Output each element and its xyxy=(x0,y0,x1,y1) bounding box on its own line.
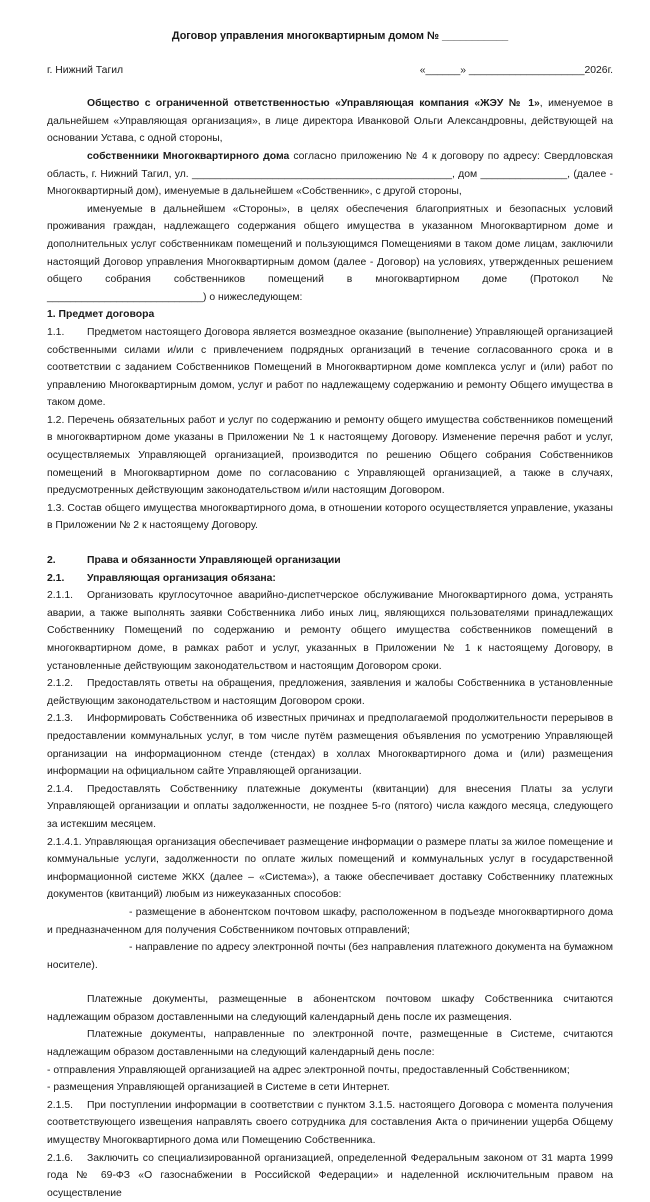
clause-number: 2.1.6. xyxy=(47,1152,73,1164)
org-description: , именуемое в дальнейшем «Управляющая организация», в лице директора Иванковой Ольги Александровны, действующей на основании Устава, с одной стороны, xyxy=(47,98,613,145)
section2-number: 2. xyxy=(47,555,56,567)
payment-docs-email: Платежные документы, направленные по электронной почте, размещенные в Системе, считаются надлежащим образом доставленными на следующий календарный день после: xyxy=(47,1029,613,1059)
clause-number: 2.1.3. xyxy=(47,713,73,725)
email-condition-1: - отправления Управляющей организацией на адрес электронной почты, предоставленный Собственником; xyxy=(47,1064,570,1076)
preamble-owners xyxy=(47,148,613,201)
clause-text: Организовать круглосуточное аварийно-диспетчерское обслуживание Многоквартирного дома, устранять аварии, а также выполнять заявки Собственника либо иных лиц, являющихся пользователями принадлежащих Собственнику Помещений по содержанию и ремонту общего имущества собственников помещений в многоквартирном доме, в рамках работ и услуг, указанных в Приложении № 1 к настоящему Договору, в установленные действующим законодательством и настоящим Договором сроки. xyxy=(47,590,613,672)
preamble-parties: именуемые в дальнейшем «Стороны», в целях обеспечения благоприятных и безопасных условий проживания граждан, надлежащего содержания общего имущества в указанном Многоквартирном доме и дополнительных услуг собственникам помещений и пользующимся Помещениями в таком доме лицам, заключили настоящий Договор управления Многоквартирным домом (далее - Договор) на условиях, утвержденных решением общего собрания собственников помещений в многоквартирном доме (Протокол № ___________________________) о нижеследующем: xyxy=(47,203,613,303)
clause-1-1 xyxy=(47,324,613,412)
clause-text: Предоставлять ответы на обращения, предложения, заявления и жалобы Собственника в установленные действующим законодательством и настоящим Договором сроки. xyxy=(47,678,613,707)
document-page xyxy=(47,28,613,1202)
clause-number: 2.1.5. xyxy=(47,1099,73,1111)
document-title: Договор управления многоквартирным домом № ___________ xyxy=(171,30,509,42)
clause-number: 2.1.4. xyxy=(47,783,73,795)
section2-heading xyxy=(47,552,613,570)
section1-heading xyxy=(47,306,613,324)
clause-1-2: 1.2. Перечень обязательных работ и услуг по содержанию и ремонту общего имущества собственников помещений в многоквартирном доме указаны в Приложении № 1 к настоящему Договору. Изменение перечня работ и услуг, осуществляемых Управляющей организацией, производится по решению Общего собрания Собственников помещений в Многоквартирном доме по согласованию с Управляющей организацией, а также в случаях, предусмотренных действующим законодательством и/или настоящим Договором. xyxy=(47,414,613,497)
clause-number: 2.1.1. xyxy=(47,590,73,602)
clause-2-1-6 xyxy=(47,1150,613,1202)
subsection-number: 2.1. xyxy=(47,572,65,584)
clause-number: 1.1. xyxy=(47,326,65,338)
contract-date: «______» ____________________2026г. xyxy=(419,64,613,76)
preamble-org xyxy=(47,95,613,148)
place-date-row xyxy=(47,62,613,80)
delivery-method-1: - размещение в абонентском почтовом шкафу, расположенном в подъезде многоквартирного дома и предназначенном для получения Собственником почтовых отправлений; xyxy=(47,906,613,936)
city: г. Нижний Тагил xyxy=(47,64,124,76)
clause-2-1-3 xyxy=(47,710,613,780)
section1-heading-text: 1. Предмет договора xyxy=(47,309,155,321)
clause-2-1-2 xyxy=(47,675,613,710)
payment-docs-mailbox: Платежные документы, размещенные в абонентском почтовом шкафу Собственника считаются надлежащим образом доставленными на следующий календарный день после их размещения. xyxy=(47,994,613,1023)
delivery-method-2: - направление по адресу электронной почты (без направления платежного документа на бумажном носителе). xyxy=(47,942,613,971)
owners-description: согласно приложению № 4 к договору по адресу: Свердловская область, г. Нижний Тагил, ул. _____________________________________________, дом _______________, (далее - Многоквартирный дом), именуемые в дальнейшем «Собственник», с другой стороны, xyxy=(47,150,613,198)
subsection-text: Управляющая организация обязана: xyxy=(87,572,276,584)
owners-label: собственники Многоквартирного дома xyxy=(87,150,290,162)
clause-1-3: 1.3. Состав общего имущества многоквартирного дома, в отношении которого осуществляется управление, указаны в Приложении № 2 к настоящему Договору. xyxy=(47,502,613,532)
clause-text: Информировать Собственника об известных причинах и предполагаемой продолжительности перерывов в предоставлении коммунальных услуг, в том числе путём размещения объявления по усмотрению Управляющей организации на информационном стенде (стендах) в холлах Многоквартирного дома и (или) размещения информации на официальном сайте Управляющей организации. xyxy=(47,713,613,778)
email-condition-2: - размещения Управляющей организацией в Системе в сети Интернет. xyxy=(47,1082,390,1094)
subsection-2-1 xyxy=(47,570,613,588)
clause-2-1-1 xyxy=(47,587,613,675)
org-name: Общество с ограниченной ответственностью «Управляющая компания «ЖЭУ № 1» xyxy=(87,98,540,110)
clause-2-1-4-1: 2.1.4.1. Управляющая организация обеспечивает размещение информации о размере платы за жилое помещение и коммунальные услуги, задолженности по оплате жилых помещений и коммунальных услуг в государственной информационной системе ЖКХ (далее – «Система»), а также обеспечивает доставку Собственнику платежных документов (квитанций) любым из нижеуказанных способов: xyxy=(47,836,613,901)
clause-text: При поступлении информации в соответствии с пунктом 3.1.5. настоящего Договора с момента получения соответствующего извещения направлять своего сотрудника для составления Акта о причинении ущерба Общему имуществу Многоквартирного дома или Помещению Собственника. xyxy=(47,1099,613,1147)
clause-text: Предоставлять Собственнику платежные документы (квитанции) для внесения Платы за услуги Управляющей организации и оплаты задолженности, не позднее 5-го (пятого) числа каждого месяца, следующего за истекшим месяцем. xyxy=(47,783,613,830)
clause-2-1-4 xyxy=(47,781,613,834)
clause-2-1-5 xyxy=(47,1097,613,1150)
clause-text: Предметом настоящего Договора является возмездное оказание (выполнение) Управляющей организацией собственными силами и/или с привлечением подрядных организаций в течение согласованного срока и в соответствии с заданием Собственников Помещений в Многоквартирном доме комплекса услуг и (или) работ по управлению Многоквартирным домом, услуг и работ по надлежащему содержанию и ремонту Общего имущества в таком доме. xyxy=(47,326,613,409)
clause-number: 2.1.2. xyxy=(47,678,73,690)
clause-text: Заключить со специализированной организацией, определенной Федеральным законом от 31 марта 1999 года № 69-ФЗ «О газоснабжении в Российской Федерации» и наделенной исключительным правом на осуществление xyxy=(47,1152,613,1199)
section2-heading-text: Права и обязанности Управляющей организации xyxy=(87,555,341,567)
